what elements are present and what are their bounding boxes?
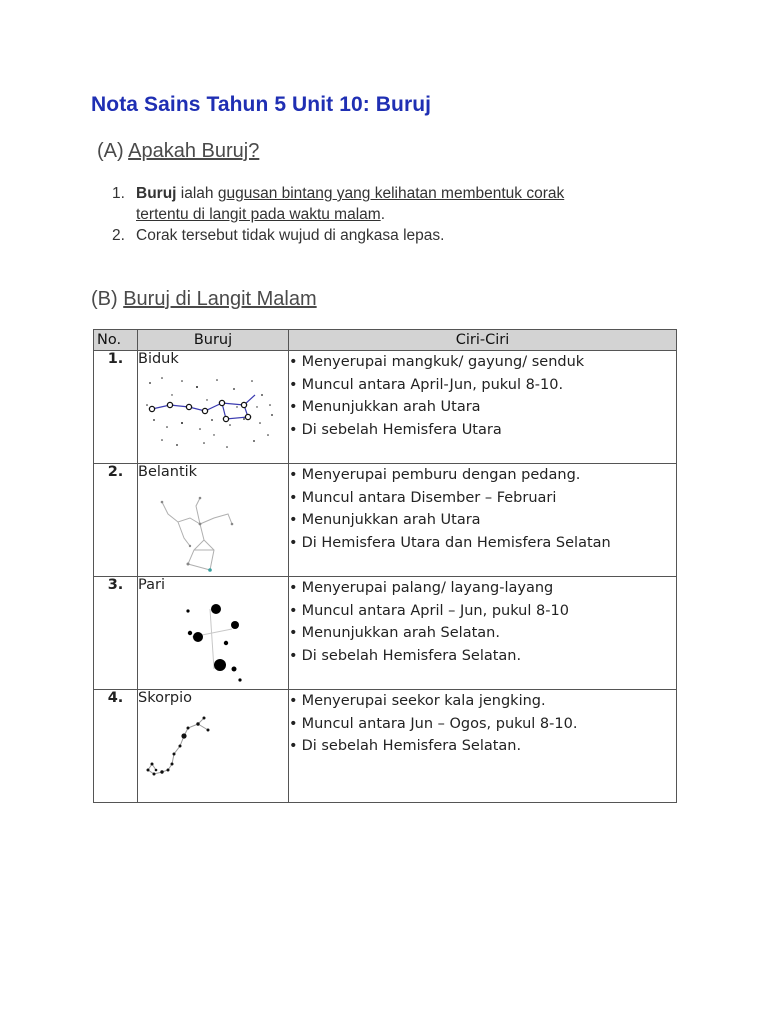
belantik-constellation-image — [150, 488, 260, 574]
characteristics-cell — [289, 577, 677, 690]
header-buruj: Buruj — [138, 330, 289, 351]
row-number: 1. — [94, 351, 138, 464]
section-b-title: Buruj di Langit Malam — [123, 288, 317, 310]
header-no: No. — [94, 330, 138, 351]
definition-list — [112, 183, 696, 246]
row-number: 2. — [94, 464, 138, 577]
constellation-name: Skorpio — [138, 690, 193, 706]
characteristic-item: • Di sebelah Hemisfera Selatan. — [289, 645, 676, 668]
section-a-heading — [97, 140, 259, 163]
row-number: 3. — [94, 577, 138, 690]
constellation-table — [93, 329, 677, 803]
list-item — [112, 225, 696, 246]
section-a-title: Apakah Buruj? — [128, 140, 260, 162]
definition-connector: ialah — [176, 185, 218, 202]
characteristic-item: • Menyerupai mangkuk/ gayung/ senduk — [289, 351, 676, 374]
constellation-name: Belantik — [138, 464, 198, 480]
constellation-cell — [138, 577, 289, 690]
header-ciri: Ciri-Ciri — [289, 330, 677, 351]
characteristic-item: • Menunjukkan arah Utara — [289, 509, 676, 532]
characteristic-item: • Muncul antara April – Jun, pukul 8-10 — [289, 600, 676, 623]
list-number: 1. — [112, 185, 125, 202]
skorpio-constellation-image — [142, 714, 222, 786]
list-item — [112, 183, 696, 225]
section-b-heading — [91, 288, 317, 311]
definition-underlined-1: gugusan bintang yang kelihatan membentuk corak — [217, 185, 565, 202]
term-buruj: Buruj — [136, 185, 177, 202]
table-row — [94, 351, 677, 464]
characteristic-item: • Muncul antara Disember – Februari — [289, 487, 676, 510]
constellation-cell — [138, 351, 289, 464]
characteristic-item: • Di sebelah Hemisfera Selatan. — [289, 735, 676, 758]
constellation-cell — [138, 690, 289, 803]
characteristic-item: • Di sebelah Hemisfera Utara — [289, 419, 676, 442]
table-row — [94, 577, 677, 690]
characteristic-item: • Menyerupai pemburu dengan pedang. — [289, 464, 676, 487]
table-row — [94, 464, 677, 577]
characteristic-item: • Menyerupai palang/ layang-layang — [289, 577, 676, 600]
section-b-prefix: (B) — [91, 288, 124, 310]
definition-underlined-2: tertentu di langit pada waktu malam — [136, 206, 381, 223]
list-text: Corak tersebut tidak wujud di angkasa lepas. — [136, 227, 445, 244]
list-number: 2. — [112, 227, 125, 244]
characteristics-cell — [289, 464, 677, 577]
table-row — [94, 690, 677, 803]
page-title: Nota Sains Tahun 5 Unit 10: Buruj — [91, 93, 432, 116]
characteristic-item: • Muncul antara Jun – Ogos, pukul 8-10. — [289, 713, 676, 736]
constellation-name: Biduk — [138, 351, 179, 367]
characteristic-item: • Menyerupai seekor kala jengking. — [289, 690, 676, 713]
characteristic-item: • Muncul antara April-Jun, pukul 8-10. — [289, 374, 676, 397]
constellation-cell — [138, 464, 289, 577]
biduk-constellation-image — [142, 375, 282, 453]
row-number: 4. — [94, 690, 138, 803]
constellation-name: Pari — [138, 577, 165, 593]
section-a-prefix: (A) — [97, 140, 129, 162]
table-header-row — [94, 330, 677, 351]
characteristics-cell — [289, 351, 677, 464]
characteristic-item: • Menunjukkan arah Utara — [289, 396, 676, 419]
definition-end: . — [380, 206, 386, 223]
pari-constellation-image — [170, 599, 280, 689]
characteristic-item: • Menunjukkan arah Selatan. — [289, 622, 676, 645]
characteristics-cell — [289, 690, 677, 803]
characteristic-item: • Di Hemisfera Utara dan Hemisfera Selatan — [289, 532, 676, 555]
